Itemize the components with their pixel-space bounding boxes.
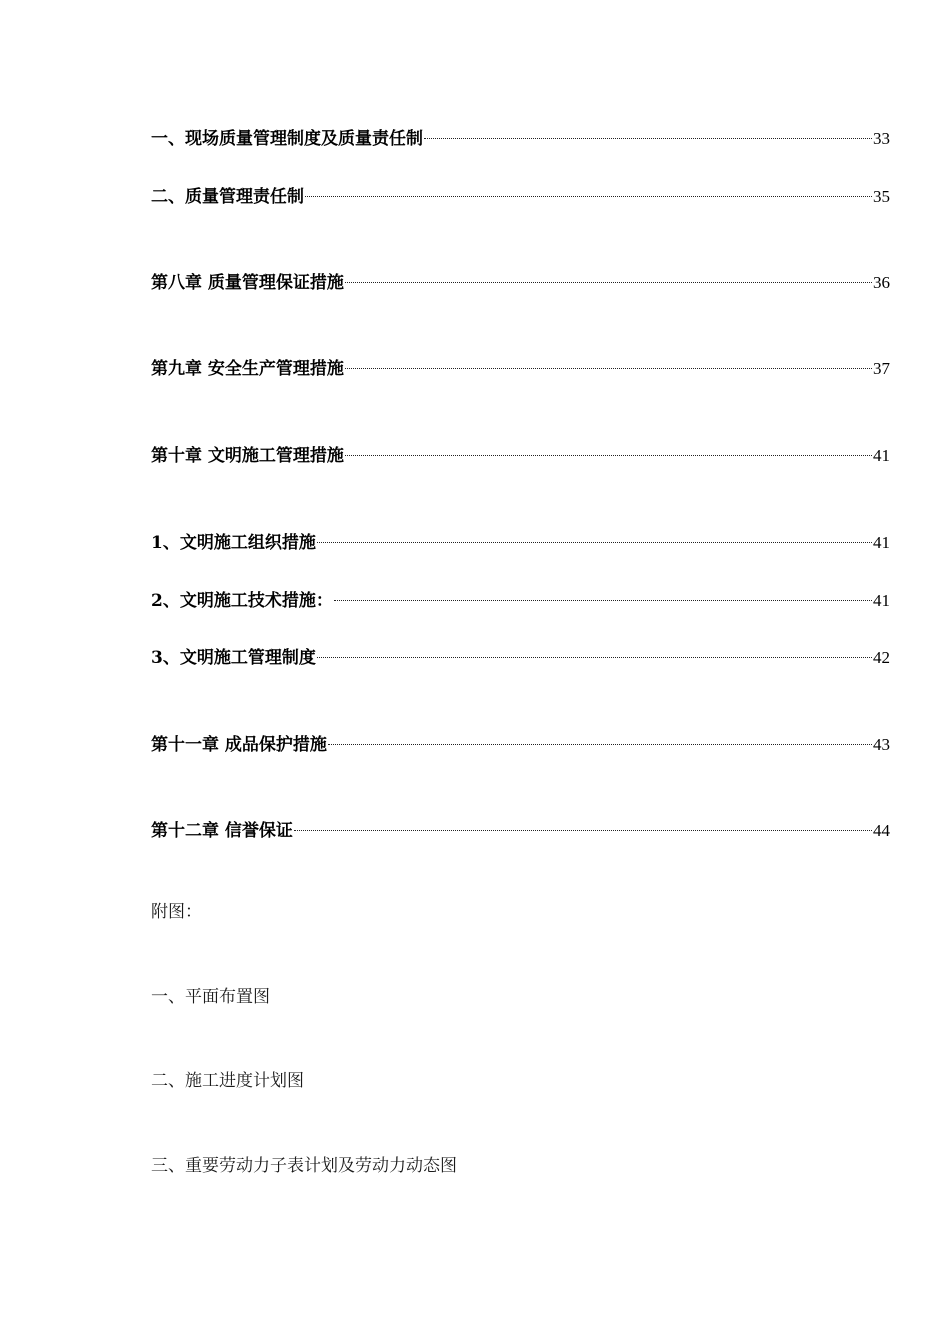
toc-entry-title: 2、文明施工技术措施： [151, 591, 333, 611]
toc-page-number: 44 [873, 821, 890, 840]
toc-dot-leader [304, 180, 873, 202]
appendix-item: 三、重要劳动力子表计划及劳动力动态图 [151, 1156, 457, 1176]
toc-page-number: 42 [873, 648, 890, 667]
toc-dot-leader [327, 728, 873, 750]
toc-entry[interactable] [151, 122, 890, 150]
toc-entry[interactable] [151, 814, 890, 842]
toc-entry[interactable] [151, 526, 890, 554]
toc-page-number: 41 [873, 446, 890, 465]
toc-entry[interactable] [151, 641, 890, 669]
appendix-item: 一、平面布置图 [151, 987, 270, 1007]
toc-entry[interactable] [151, 728, 890, 756]
toc-entry-title: 一、现场质量管理制度及质量责任制 [151, 129, 423, 149]
toc-page-number: 41 [873, 591, 890, 610]
toc-entry-title: 二、质量管理责任制 [151, 187, 304, 207]
toc-entry[interactable] [151, 266, 890, 294]
toc-entry[interactable] [151, 352, 890, 380]
toc-entry-title: 第十二章 信誉保证 [151, 821, 293, 841]
toc-page-number: 43 [873, 735, 890, 754]
toc-page-number: 37 [873, 359, 890, 378]
toc-dot-leader [333, 584, 873, 606]
toc-dot-leader [316, 641, 873, 663]
toc-dot-leader [344, 439, 873, 461]
toc-dot-leader [344, 352, 873, 374]
toc-entry-title: 第八章 质量管理保证措施 [151, 273, 344, 293]
toc-entry-title: 第十章 文明施工管理措施 [151, 446, 344, 466]
toc-entry[interactable] [151, 584, 890, 612]
toc-page-number: 36 [873, 273, 890, 292]
appendix-heading: 附图： [151, 902, 202, 922]
toc-entry[interactable] [151, 180, 890, 208]
toc-dot-leader [344, 266, 873, 288]
toc-entry-title: 第九章 安全生产管理措施 [151, 359, 344, 379]
toc-dot-leader [423, 122, 873, 144]
toc-entry-title: 第十一章 成品保护措施 [151, 735, 327, 755]
toc-page-number: 33 [873, 129, 890, 148]
toc-entry-title: 3、文明施工管理制度 [151, 648, 316, 668]
toc-dot-leader [316, 526, 873, 548]
toc-entry[interactable] [151, 439, 890, 467]
toc-entry-title: 1、文明施工组织措施 [151, 533, 316, 553]
toc-page-number: 41 [873, 533, 890, 552]
toc-dot-leader [293, 814, 873, 836]
toc-page-number: 35 [873, 187, 890, 206]
appendix-item: 二、施工进度计划图 [151, 1071, 304, 1091]
